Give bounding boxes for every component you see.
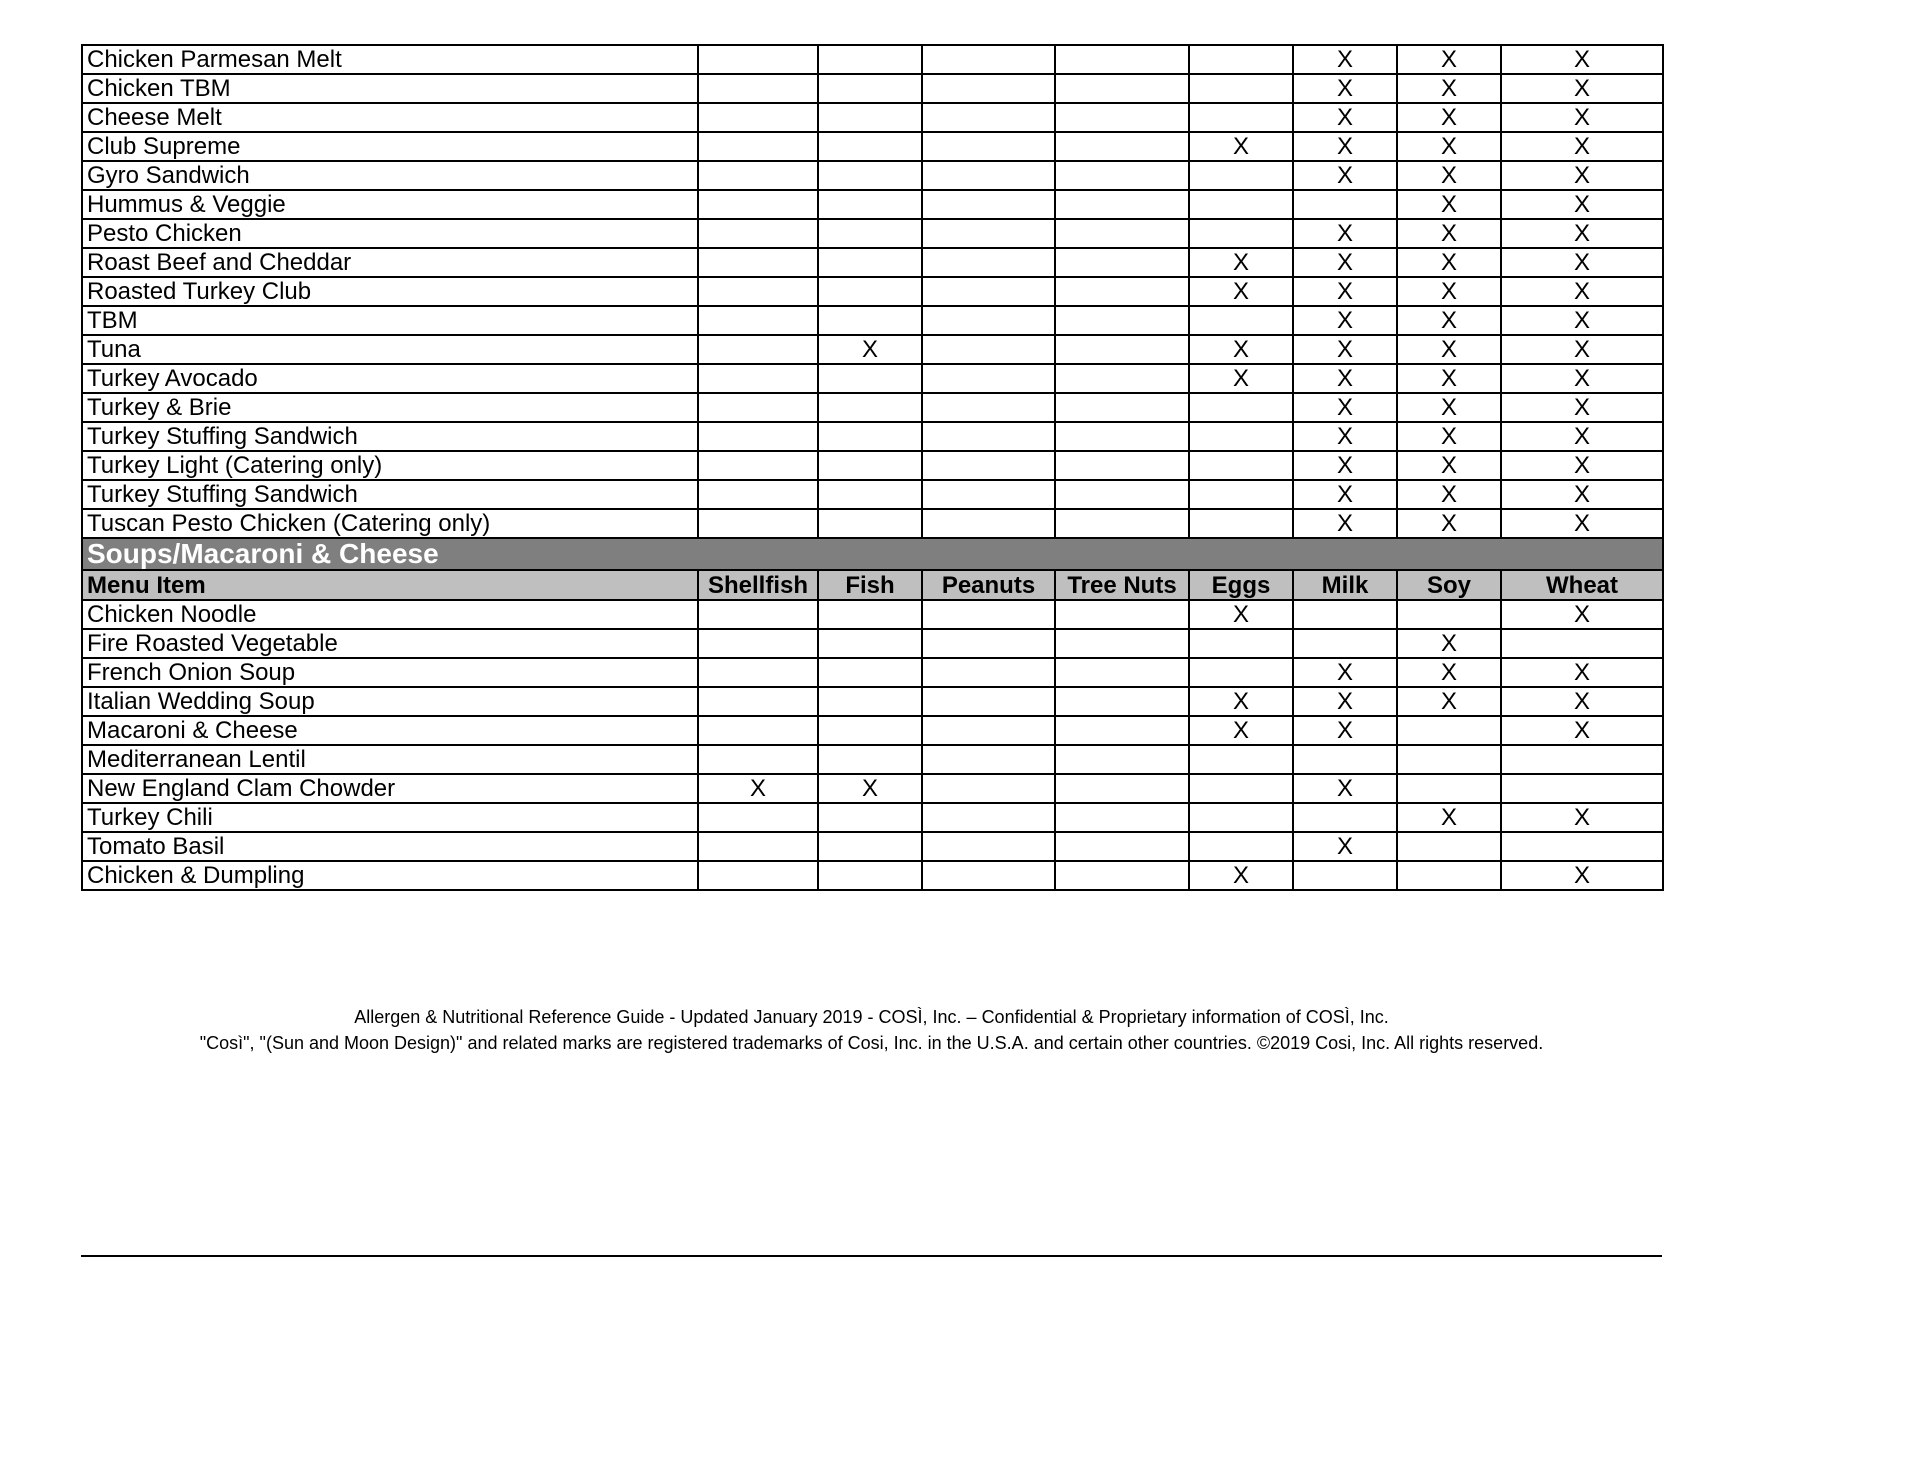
allergen-cell xyxy=(1189,658,1293,687)
table-row xyxy=(82,716,1663,745)
allergen-cell xyxy=(1189,832,1293,861)
allergen-cell xyxy=(698,480,818,509)
table-row xyxy=(82,393,1663,422)
allergen-cell xyxy=(922,74,1055,103)
allergen-cell: X xyxy=(1293,509,1397,538)
allergen-cell xyxy=(698,687,818,716)
allergen-cell xyxy=(922,393,1055,422)
allergen-cell: X xyxy=(1397,335,1501,364)
table-row xyxy=(82,219,1663,248)
allergen-cell xyxy=(1055,716,1189,745)
allergen-cell xyxy=(922,364,1055,393)
column-header: Shellfish xyxy=(698,570,818,600)
allergen-cell xyxy=(698,277,818,306)
column-header: Peanuts xyxy=(922,570,1055,600)
allergen-cell xyxy=(1501,774,1663,803)
allergen-cell: X xyxy=(698,774,818,803)
allergen-cell: X xyxy=(1293,658,1397,687)
allergen-cell xyxy=(922,774,1055,803)
allergen-cell: X xyxy=(818,774,922,803)
allergen-cell xyxy=(1501,832,1663,861)
allergen-cell xyxy=(698,74,818,103)
allergen-cell: X xyxy=(1293,832,1397,861)
table-row xyxy=(82,774,1663,803)
allergen-cell xyxy=(698,103,818,132)
allergen-cell: X xyxy=(1501,451,1663,480)
table-row xyxy=(82,629,1663,658)
menu-item-cell: Macaroni & Cheese xyxy=(82,716,698,745)
allergen-cell xyxy=(922,103,1055,132)
menu-item-cell: Pesto Chicken xyxy=(82,219,698,248)
allergen-cell xyxy=(1397,832,1501,861)
table-row xyxy=(82,335,1663,364)
allergen-cell xyxy=(1055,335,1189,364)
allergen-cell: X xyxy=(1397,480,1501,509)
table-row xyxy=(82,832,1663,861)
allergen-cell xyxy=(818,219,922,248)
menu-item-cell: Chicken Noodle xyxy=(82,600,698,629)
allergen-cell xyxy=(698,803,818,832)
allergen-cell xyxy=(1189,803,1293,832)
allergen-cell xyxy=(1189,161,1293,190)
menu-item-cell: Tuna xyxy=(82,335,698,364)
allergen-cell xyxy=(1055,190,1189,219)
allergen-cell xyxy=(818,103,922,132)
bottom-divider xyxy=(81,1255,1662,1257)
allergen-cell: X xyxy=(1501,190,1663,219)
allergen-cell xyxy=(818,393,922,422)
allergen-cell xyxy=(698,861,818,890)
allergen-cell xyxy=(1189,45,1293,74)
allergen-cell: X xyxy=(1501,687,1663,716)
menu-item-cell: Cheese Melt xyxy=(82,103,698,132)
allergen-cell xyxy=(1501,745,1663,774)
allergen-cell xyxy=(922,161,1055,190)
allergen-cell: X xyxy=(1293,248,1397,277)
allergen-cell xyxy=(818,306,922,335)
allergen-cell: X xyxy=(1397,393,1501,422)
allergen-cell xyxy=(1293,629,1397,658)
column-header: Milk xyxy=(1293,570,1397,600)
allergen-cell xyxy=(922,422,1055,451)
menu-item-cell: Turkey Light (Catering only) xyxy=(82,451,698,480)
allergen-cell xyxy=(698,422,818,451)
allergen-cell xyxy=(922,803,1055,832)
table-row xyxy=(82,480,1663,509)
menu-item-cell: Gyro Sandwich xyxy=(82,161,698,190)
allergen-cell xyxy=(1189,190,1293,219)
allergen-cell xyxy=(698,832,818,861)
allergen-cell xyxy=(1293,600,1397,629)
allergen-cell: X xyxy=(1501,716,1663,745)
allergen-cell xyxy=(1055,803,1189,832)
menu-item-cell: Hummus & Veggie xyxy=(82,190,698,219)
allergen-cell xyxy=(818,832,922,861)
allergen-cell: X xyxy=(1397,248,1501,277)
allergen-cell: X xyxy=(1189,861,1293,890)
allergen-cell xyxy=(818,658,922,687)
allergen-cell xyxy=(922,687,1055,716)
allergen-cell xyxy=(1055,219,1189,248)
allergen-cell xyxy=(1397,600,1501,629)
allergen-cell xyxy=(922,219,1055,248)
allergen-cell xyxy=(1397,774,1501,803)
allergen-cell: X xyxy=(1189,335,1293,364)
allergen-cell: X xyxy=(1397,306,1501,335)
allergen-cell xyxy=(1397,861,1501,890)
allergen-cell: X xyxy=(1189,248,1293,277)
table-row xyxy=(82,451,1663,480)
allergen-cell xyxy=(922,277,1055,306)
allergen-cell xyxy=(1189,629,1293,658)
allergen-cell: X xyxy=(1189,132,1293,161)
allergen-cell xyxy=(818,629,922,658)
section-title: Soups/Macaroni & Cheese xyxy=(82,538,1663,570)
menu-item-cell: TBM xyxy=(82,306,698,335)
column-header-row xyxy=(82,570,1663,600)
table-row xyxy=(82,248,1663,277)
allergen-cell xyxy=(922,335,1055,364)
table-row xyxy=(82,103,1663,132)
allergen-cell xyxy=(698,509,818,538)
table-row xyxy=(82,509,1663,538)
allergen-cell: X xyxy=(1501,103,1663,132)
column-header: Menu Item xyxy=(82,570,698,600)
allergen-cell: X xyxy=(1293,132,1397,161)
allergen-cell: X xyxy=(1397,451,1501,480)
footer xyxy=(81,1004,1662,1056)
allergen-cell xyxy=(698,364,818,393)
allergen-cell: X xyxy=(1397,74,1501,103)
table-row xyxy=(82,190,1663,219)
allergen-cell xyxy=(1055,45,1189,74)
table-row xyxy=(82,45,1663,74)
allergen-cell xyxy=(922,132,1055,161)
allergen-cell: X xyxy=(1293,687,1397,716)
allergen-cell xyxy=(1055,600,1189,629)
menu-item-cell: Chicken TBM xyxy=(82,74,698,103)
allergen-cell: X xyxy=(1501,600,1663,629)
allergen-cell: X xyxy=(1501,277,1663,306)
allergen-cell xyxy=(698,600,818,629)
menu-item-cell: New England Clam Chowder xyxy=(82,774,698,803)
allergen-cell xyxy=(1189,393,1293,422)
menu-item-cell: Turkey Chili xyxy=(82,803,698,832)
allergen-cell: X xyxy=(1293,393,1397,422)
allergen-cell xyxy=(1055,132,1189,161)
allergen-cell xyxy=(698,658,818,687)
allergen-cell xyxy=(922,451,1055,480)
allergen-cell xyxy=(698,335,818,364)
allergen-cell xyxy=(922,861,1055,890)
allergen-cell xyxy=(922,600,1055,629)
allergen-cell: X xyxy=(1501,74,1663,103)
table-row xyxy=(82,422,1663,451)
allergen-cell: X xyxy=(1397,219,1501,248)
allergen-cell: X xyxy=(1397,687,1501,716)
allergen-cell: X xyxy=(1397,803,1501,832)
allergen-cell xyxy=(1055,687,1189,716)
allergen-cell xyxy=(818,687,922,716)
allergen-cell: X xyxy=(1397,629,1501,658)
allergen-cell: X xyxy=(1501,364,1663,393)
table-row xyxy=(82,364,1663,393)
table-row xyxy=(82,74,1663,103)
allergen-cell xyxy=(1055,480,1189,509)
menu-item-cell: Chicken & Dumpling xyxy=(82,861,698,890)
allergen-cell: X xyxy=(1397,277,1501,306)
allergen-cell xyxy=(1055,629,1189,658)
allergen-cell xyxy=(1189,451,1293,480)
menu-item-cell: Roasted Turkey Club xyxy=(82,277,698,306)
allergen-cell xyxy=(1055,451,1189,480)
allergen-cell: X xyxy=(1501,509,1663,538)
menu-item-cell: Turkey & Brie xyxy=(82,393,698,422)
allergen-cell xyxy=(922,248,1055,277)
allergen-cell xyxy=(818,861,922,890)
allergen-cell: X xyxy=(1293,219,1397,248)
allergen-cell: X xyxy=(1501,393,1663,422)
table-row xyxy=(82,161,1663,190)
allergen-cell xyxy=(1189,103,1293,132)
allergen-cell xyxy=(1055,393,1189,422)
allergen-cell: X xyxy=(1293,422,1397,451)
footer-line-2: "Così", "(Sun and Moon Design)" and related marks are registered trademarks of Cosi, Inc. in the U.S.A. and certain other countries. ©2019 Cosi, Inc. All rights reserved. xyxy=(199,1033,1544,1053)
allergen-cell xyxy=(698,248,818,277)
menu-item-cell: Chicken Parmesan Melt xyxy=(82,45,698,74)
allergen-cell xyxy=(818,248,922,277)
allergen-cell xyxy=(1055,74,1189,103)
allergen-cell xyxy=(818,45,922,74)
allergen-cell: X xyxy=(1501,306,1663,335)
allergen-cell: X xyxy=(1189,716,1293,745)
table-row xyxy=(82,687,1663,716)
allergen-cell: X xyxy=(1501,161,1663,190)
allergen-cell xyxy=(1293,745,1397,774)
menu-item-cell: Mediterranean Lentil xyxy=(82,745,698,774)
allergen-cell: X xyxy=(1293,364,1397,393)
footer-line-1: Allergen & Nutritional Reference Guide - Updated January 2019 - COSÌ, Inc. – Confidential & Proprietary information of COSÌ, Inc. xyxy=(354,1007,1389,1027)
allergen-cell: X xyxy=(1501,132,1663,161)
allergen-cell xyxy=(1055,422,1189,451)
allergen-cell xyxy=(922,190,1055,219)
allergen-cell xyxy=(1055,832,1189,861)
allergen-cell: X xyxy=(1501,45,1663,74)
allergen-cell xyxy=(1189,74,1293,103)
section-title-row xyxy=(82,538,1663,570)
allergen-sheet xyxy=(81,44,1664,891)
allergen-cell xyxy=(1055,364,1189,393)
allergen-cell: X xyxy=(1293,103,1397,132)
allergen-cell: X xyxy=(1501,422,1663,451)
allergen-cell xyxy=(1055,861,1189,890)
allergen-cell xyxy=(922,306,1055,335)
allergen-cell xyxy=(818,480,922,509)
table-row xyxy=(82,745,1663,774)
menu-item-cell: Turkey Stuffing Sandwich xyxy=(82,422,698,451)
allergen-cell xyxy=(922,716,1055,745)
allergen-cell xyxy=(818,745,922,774)
allergen-cell xyxy=(698,219,818,248)
allergen-cell xyxy=(1189,306,1293,335)
allergen-cell: X xyxy=(1293,74,1397,103)
allergen-cell: X xyxy=(1397,190,1501,219)
allergen-cell xyxy=(818,132,922,161)
allergen-cell xyxy=(1293,803,1397,832)
allergen-cell: X xyxy=(1293,306,1397,335)
column-header: Fish xyxy=(818,570,922,600)
allergen-cell: X xyxy=(1189,364,1293,393)
allergen-cell xyxy=(698,132,818,161)
allergen-cell xyxy=(698,190,818,219)
allergen-cell: X xyxy=(1501,219,1663,248)
allergen-cell: X xyxy=(1293,716,1397,745)
allergen-cell: X xyxy=(1397,509,1501,538)
allergen-cell xyxy=(922,745,1055,774)
allergen-cell xyxy=(698,451,818,480)
table-row xyxy=(82,658,1663,687)
column-header: Soy xyxy=(1397,570,1501,600)
allergen-cell xyxy=(818,364,922,393)
menu-item-cell: Tuscan Pesto Chicken (Catering only) xyxy=(82,509,698,538)
allergen-cell: X xyxy=(1189,687,1293,716)
column-header: Tree Nuts xyxy=(1055,570,1189,600)
allergen-cell: X xyxy=(1501,480,1663,509)
allergen-cell xyxy=(1293,861,1397,890)
allergen-cell xyxy=(818,600,922,629)
allergen-cell: X xyxy=(1293,335,1397,364)
menu-item-cell: Tomato Basil xyxy=(82,832,698,861)
allergen-cell: X xyxy=(1501,803,1663,832)
allergen-cell: X xyxy=(1293,774,1397,803)
allergen-cell: X xyxy=(1293,45,1397,74)
allergen-cell xyxy=(1189,509,1293,538)
table-row xyxy=(82,132,1663,161)
table-row xyxy=(82,861,1663,890)
allergen-cell xyxy=(1055,103,1189,132)
allergen-cell xyxy=(818,190,922,219)
allergen-cell xyxy=(1397,745,1501,774)
allergen-cell xyxy=(698,745,818,774)
allergen-cell xyxy=(1501,629,1663,658)
allergen-cell xyxy=(818,422,922,451)
allergen-cell: X xyxy=(1501,248,1663,277)
allergen-cell: X xyxy=(1293,277,1397,306)
allergen-cell xyxy=(1189,219,1293,248)
allergen-cell xyxy=(818,509,922,538)
allergen-cell xyxy=(698,716,818,745)
allergen-cell: X xyxy=(1501,658,1663,687)
allergen-cell xyxy=(922,45,1055,74)
allergen-cell xyxy=(818,74,922,103)
menu-item-cell: Turkey Avocado xyxy=(82,364,698,393)
allergen-cell xyxy=(1055,277,1189,306)
allergen-cell: X xyxy=(1293,451,1397,480)
allergen-cell: X xyxy=(1501,861,1663,890)
allergen-cell xyxy=(922,658,1055,687)
allergen-cell: X xyxy=(1397,103,1501,132)
column-header: Wheat xyxy=(1501,570,1663,600)
allergen-cell xyxy=(698,393,818,422)
allergen-cell: X xyxy=(818,335,922,364)
allergen-cell xyxy=(922,629,1055,658)
allergen-cell xyxy=(1293,190,1397,219)
table-row xyxy=(82,277,1663,306)
allergen-cell: X xyxy=(1397,161,1501,190)
allergen-cell xyxy=(1055,306,1189,335)
allergen-cell xyxy=(1055,774,1189,803)
allergen-cell xyxy=(1397,716,1501,745)
allergen-cell: X xyxy=(1293,480,1397,509)
allergen-table xyxy=(81,44,1664,891)
allergen-cell xyxy=(1055,745,1189,774)
allergen-cell: X xyxy=(1397,132,1501,161)
allergen-cell xyxy=(698,45,818,74)
allergen-cell xyxy=(818,161,922,190)
allergen-cell xyxy=(922,832,1055,861)
allergen-cell xyxy=(818,277,922,306)
menu-item-cell: Italian Wedding Soup xyxy=(82,687,698,716)
allergen-cell: X xyxy=(1397,658,1501,687)
menu-item-cell: Turkey Stuffing Sandwich xyxy=(82,480,698,509)
allergen-cell: X xyxy=(1501,335,1663,364)
allergen-cell xyxy=(698,161,818,190)
allergen-cell xyxy=(922,509,1055,538)
menu-item-cell: Fire Roasted Vegetable xyxy=(82,629,698,658)
allergen-cell xyxy=(1055,658,1189,687)
column-header: Eggs xyxy=(1189,570,1293,600)
allergen-cell xyxy=(1055,509,1189,538)
allergen-cell xyxy=(698,629,818,658)
allergen-cell: X xyxy=(1397,422,1501,451)
allergen-cell: X xyxy=(1189,277,1293,306)
allergen-cell: X xyxy=(1293,161,1397,190)
table-row xyxy=(82,803,1663,832)
allergen-cell xyxy=(698,306,818,335)
allergen-cell xyxy=(1189,480,1293,509)
allergen-cell xyxy=(1189,422,1293,451)
allergen-cell xyxy=(1189,774,1293,803)
allergen-cell xyxy=(922,480,1055,509)
menu-item-cell: Roast Beef and Cheddar xyxy=(82,248,698,277)
allergen-cell: X xyxy=(1397,45,1501,74)
menu-item-cell: French Onion Soup xyxy=(82,658,698,687)
menu-item-cell: Club Supreme xyxy=(82,132,698,161)
allergen-cell xyxy=(818,803,922,832)
allergen-cell: X xyxy=(1397,364,1501,393)
table-row xyxy=(82,600,1663,629)
allergen-cell xyxy=(1189,745,1293,774)
allergen-cell xyxy=(818,716,922,745)
allergen-cell xyxy=(1055,161,1189,190)
allergen-cell xyxy=(818,451,922,480)
table-row xyxy=(82,306,1663,335)
allergen-cell: X xyxy=(1189,600,1293,629)
allergen-cell xyxy=(1055,248,1189,277)
